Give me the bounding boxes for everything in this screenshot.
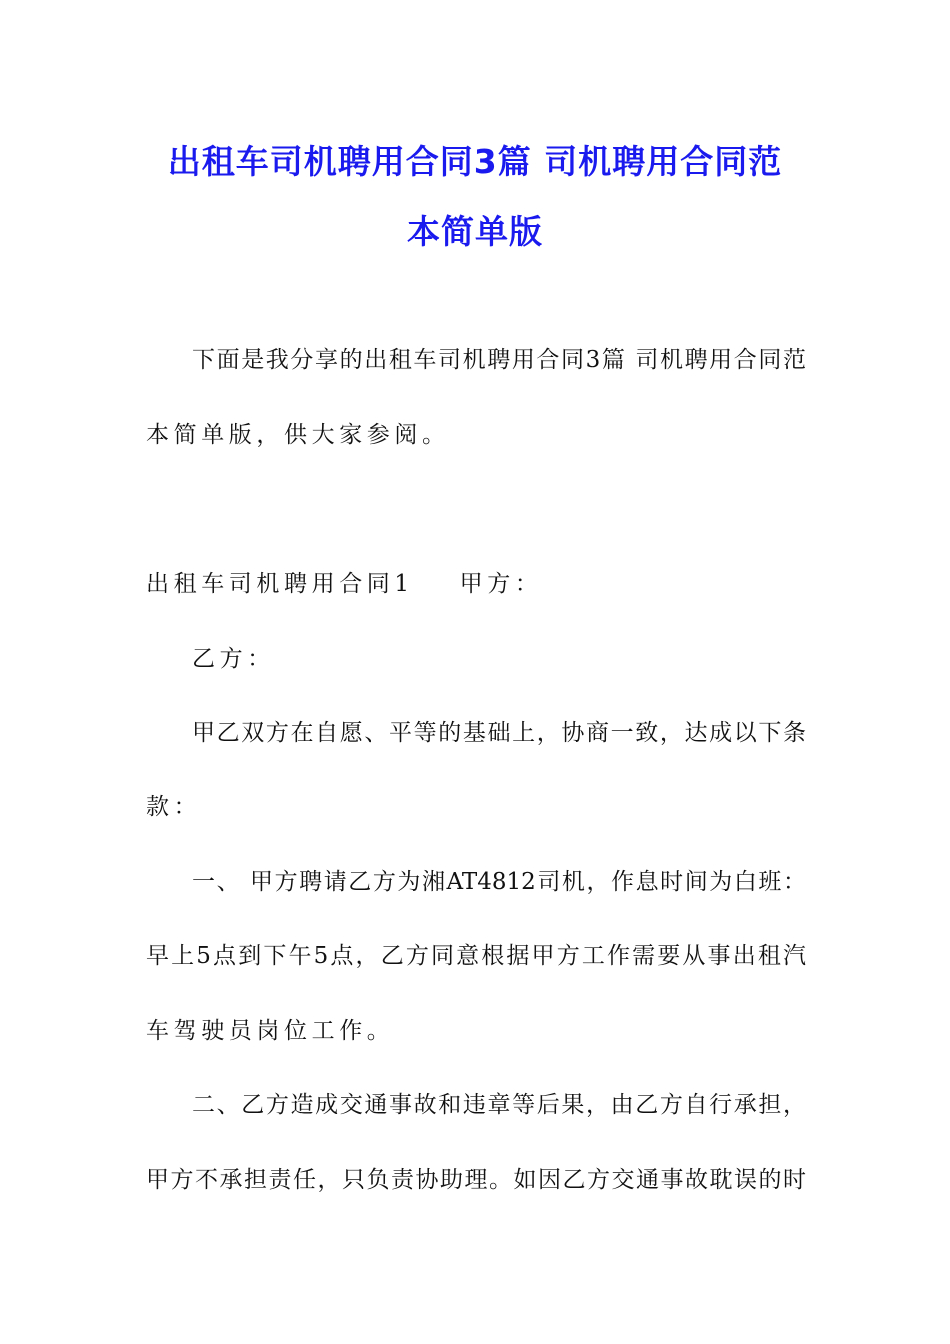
- clause-1-line-1: 一、 甲方聘请乙方为湘AT4812司机，作息时间为白班：: [192, 869, 806, 895]
- party-b-label: 乙方：: [192, 646, 275, 672]
- clause-2-line-2: 甲方不承担责任，只负责协助理。如因乙方交通事故耽误的时: [146, 1167, 806, 1193]
- clause-1-line-3: 车驾驶员岗位工作。: [146, 1018, 395, 1044]
- contract-heading: 出租车司机聘用合同1: [146, 571, 414, 597]
- paragraph-terms-line-2: 款：: [146, 794, 202, 820]
- paragraph-terms-line-1: 甲乙双方在自愿、平等的基础上，协商一致，达成以下条: [192, 720, 806, 746]
- intro-paragraph-line-1: 下面是我分享的出租车司机聘用合同3篇 司机聘用合同范: [192, 347, 806, 373]
- party-a-label: 甲方：: [459, 571, 543, 597]
- document-title-line-2: 本简单版: [407, 212, 543, 251]
- clause-2-line-1: 二、乙方造成交通事故和违章等后果，由乙方自行承担，: [192, 1092, 806, 1118]
- contract-heading-row: [146, 569, 806, 599]
- document-title-line-1: 出租车司机聘用合同3篇 司机聘用合同范: [167, 142, 783, 181]
- clause-1-line-2: 早上5点到下午5点，乙方同意根据甲方工作需要从事出租汽: [146, 943, 806, 969]
- intro-paragraph-line-2: 本简单版，供大家参阅。: [146, 422, 450, 448]
